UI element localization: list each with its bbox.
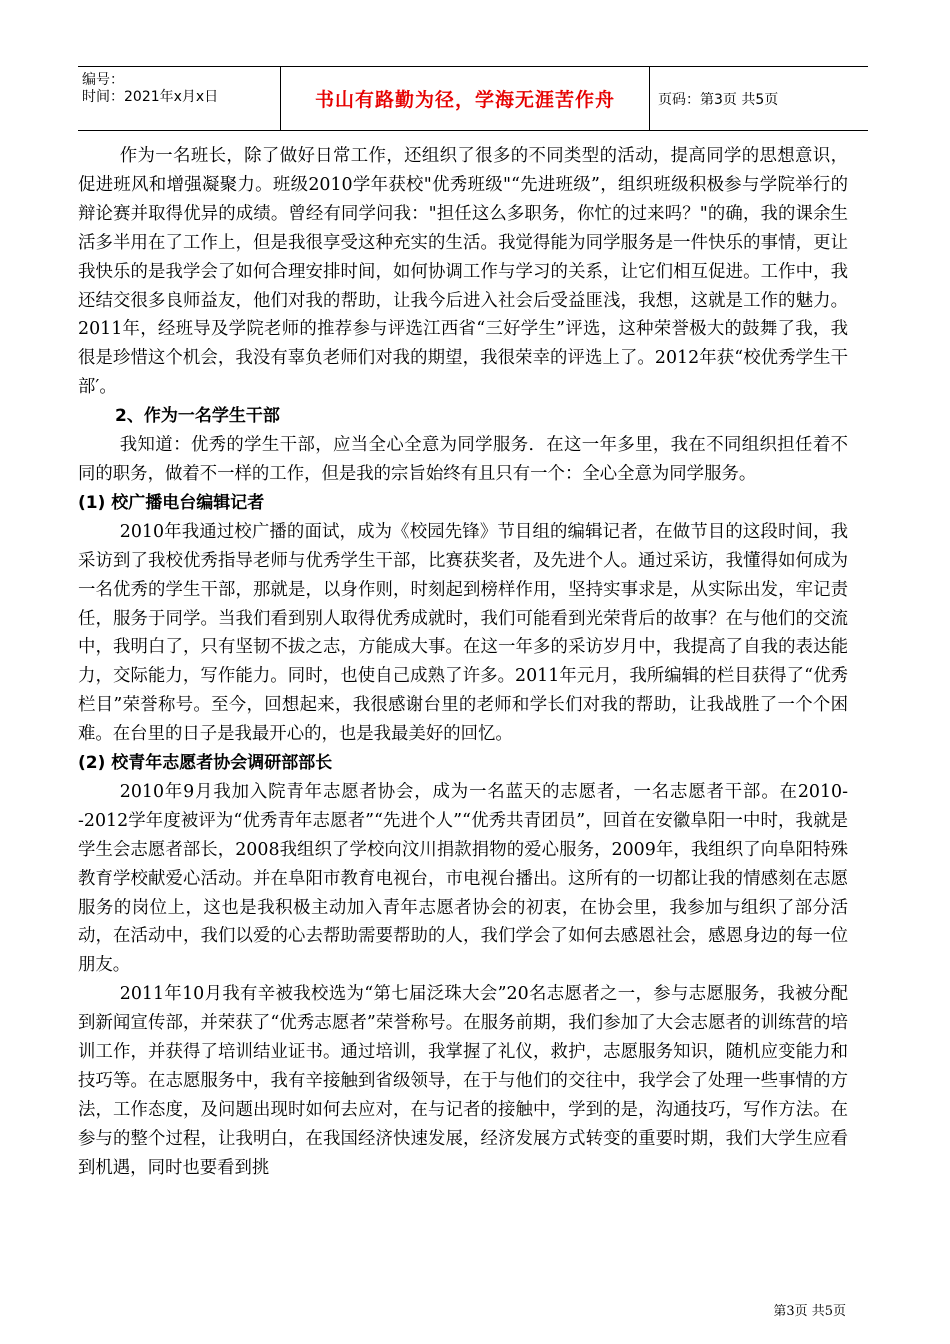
page-header (78, 66, 868, 131)
paragraph-pan-pearl-conference: 2011年10月我有辛被我校选为“第七届泛珠大会”20名志愿者之一，参与志愿服务，我被分配到新闻宣传部，并荣获了“优秀志愿者”荣誉称号。在服务前期，我们参加了大会志愿者的训练营的培训工作，并获得了培训结业证书。通过培训，我掌握了礼仪，救护，志愿服务知识，随机应变能力和技巧等。在志愿服务中，我有辛接触到省级领导，在于与他们的交往中，我学会了处理一些事情的方法，工作态度，及问题出现时如何去应对，在与记者的接触中，学到的是，沟通技巧，写作方法。在参与的整个过程，让我明白，在我国经济快速发展，经济发展方式转变的重要时期，我们大学生应看到机遇，同时也要看到挑 (78, 984, 848, 1178)
paragraph-volunteer: 2010年9月我加入院青年志愿者协会，成为一名蓝天的志愿者，一名志愿者干部。在2010--2012学年度被评为“优秀青年志愿者”“先进个人”“优秀共青团员”，回首在安徽阜阳一中时，我就是学生会志愿者部长，2008我组织了学校向汶川捐款捐物的爱心服务，2009年，我组织了向阜阳特殊教育学校献爱心活动。并在阜阳市教育电视台，市电视台播出。这所有的一切都让我的情感刻在志愿服务的岗位上，这也是我积极主动加入青年志愿者协会的初衷，在协会里，我参加与组织了部分活动，在活动中，我们以爱的心去帮助需要帮助的人，我们学会了如何去感恩社会，感恩身边的每一位朋友。 (78, 781, 848, 976)
header-meta (78, 67, 280, 130)
subsection-heading-volunteer: (2) 校青年志愿者协会调研部部长 (78, 753, 333, 774)
document-time: 时间：2021年x月x日 (82, 89, 219, 105)
paragraph-class-monitor: 作为一名班长，除了做好日常工作，还组织了很多的不同类型的活动，提高同学的思想意识，促进班风和增强凝聚力。班级2010学年获校"优秀班级"“先进班级”，组织班级积极参与学院举行的辩论赛并取得优异的成绩。曾经有同学问我："担任这么多职务，你忙的过来吗？"的确，我的课余生活多半用在了工作上，但是我很享受这种充实的生活。我觉得能为同学服务是一件快乐的事情，更让我快乐的是我学会了如何合理安排时间，如何协调工作与学习的关系，让它们相互促进。工作中，我还结交很多良师益友，他们对我的帮助，让我今后进入社会后受益匪浅，我想，这就是工作的魅力。2011年，经班导及学院老师的推荐参与评选江西省“三好学生”评选，这种荣誉极大的鼓舞了我，我很是珍惜这个机会，我没有辜负老师们对我的期望，我很荣幸的评选上了。2012年获“校优秀学生干部′。 (78, 146, 848, 398)
paragraph-radio: 2010年我通过校广播的面试，成为《校园先锋》节目组的编辑记者，在做节目的这段时间，我采访到了我校优秀指导老师与优秀学生干部，比赛获奖者，及先进个人。通过采访，我懂得如何成为一名优秀的学生干部，那就是，以身作则，时刻起到榜样作用，坚持实事求是，从实际出发，牢记责任，服务于同学。当我们看到别人取得优秀成就时，我们可能看到光荣背后的故事？在与他们的交流中，我明白了，只有坚韧不拔之志，方能成大事。在这一年多的采访岁月中，我提高了自我的表达能力，交际能力，写作能力。同时，也使自己成熟了许多。2011年元月，我所编辑的栏目获得了“优秀栏目”荣誉称号。至今，回想起来，我很感谢台里的老师和学长们对我的帮助，让我战胜了一个个困难。在台里的日子是我最开心的，也是我最美好的回忆。 (78, 521, 848, 745)
page-footer: 第3页 共5页 (773, 1304, 846, 1319)
header-page-info: 页码：第3页 共5页 (658, 91, 779, 108)
section-heading-student-cadre: 2、作为一名学生干部 (115, 406, 280, 427)
subsection-heading-radio: (1) 校广播电台编辑记者 (78, 492, 265, 513)
paragraph-student-cadre: 我知道：优秀的学生干部，应当全心全意为同学服务．在这一年多里，我在不同组织担任着不同的职务，做着不一样的工作，但是我的宗旨始终有且只有一个：全心全意为同学服务。 (78, 435, 848, 484)
document-number-label: 编号： (82, 72, 124, 88)
document-body (78, 142, 848, 1183)
header-motto: 书山有路勤为径，学海无涯苦作舟 (280, 67, 650, 130)
